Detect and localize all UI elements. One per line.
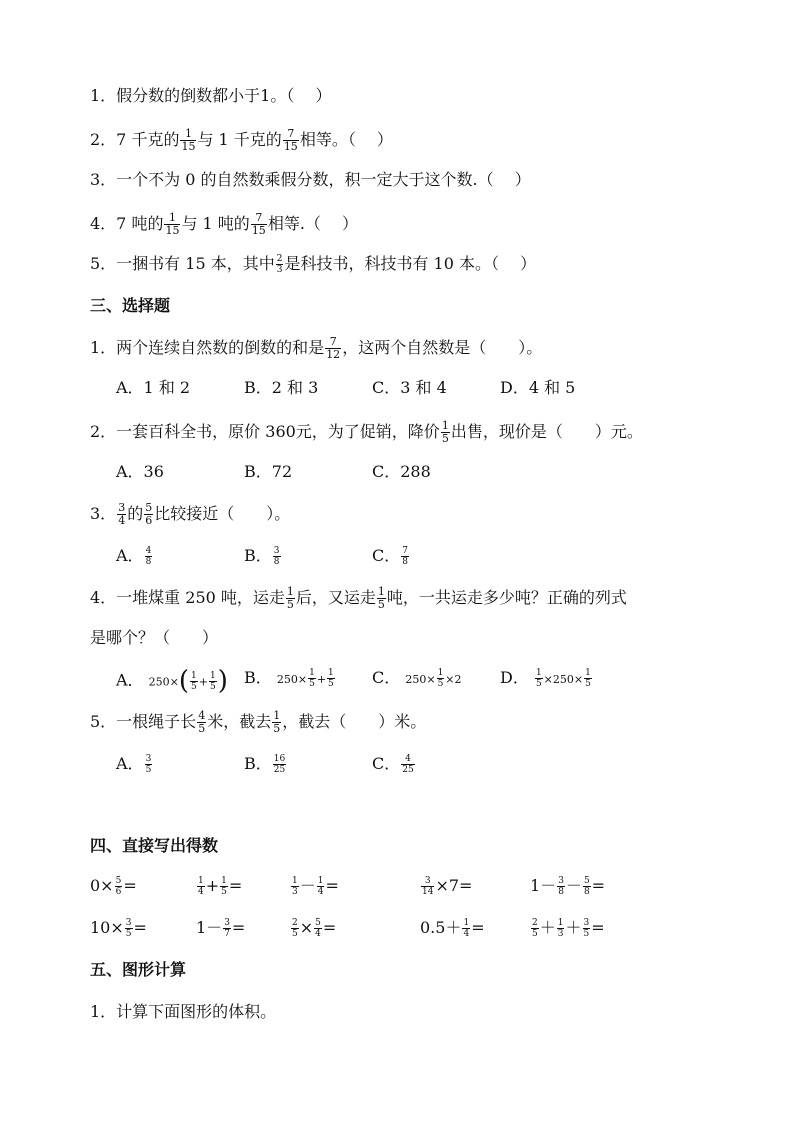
section-title-5: 五、图形计算 xyxy=(90,960,187,979)
judge-item-5: 5．一捆书有 15 本，其中 $\frac{2}{3}$ 是科技书，科技书有 10 本。（ ） xyxy=(90,254,537,275)
fraction: $\frac{1}{5}$ xyxy=(441,419,449,445)
figure-question-1: 1．计算下面图形的体积。 xyxy=(90,1002,277,1021)
judge-item-1: 1．假分数的倒数都小于1。（ ） xyxy=(90,86,332,105)
fraction: $\frac{3}{8}$ xyxy=(273,546,280,567)
fraction: $\frac{1}{5}$ xyxy=(273,709,281,735)
option-a: A．1 和 2 xyxy=(116,378,191,397)
option-b: B．2 和 3 xyxy=(244,378,319,397)
fraction: $\frac{4}{5}$ xyxy=(198,709,206,735)
fraction: $\frac{5}{6}$ xyxy=(115,876,122,897)
calc-expression: 0× $\frac{5}{6}$ = xyxy=(90,876,137,897)
fraction: $\frac{1}{3}$ xyxy=(292,876,298,897)
choice-q5: 5．一根绳子长 $\frac{4}{5}$ 米，截去 $\frac{1}{5}$ ，截去（ ）米。 xyxy=(90,709,427,735)
choice-q4: 4．一堆煤重 250 吨，运走 $\frac{1}{5}$ 后，又运走 $\frac{1}{5}$ 吨，一共运走多少吨？正确的列式 xyxy=(90,585,627,611)
fraction: $\frac{3}{4}$ xyxy=(118,501,126,527)
option-c: C． 250× $\frac{1}{5}$ ×2 xyxy=(372,668,462,689)
fraction: $\frac{7}{15}$ xyxy=(283,127,298,153)
fraction: $\frac{3}{14}$ xyxy=(422,876,434,897)
fraction: $\frac{7}{15}$ xyxy=(251,211,266,237)
fraction: $\frac{7}{8}$ xyxy=(402,546,408,567)
calc-expression: $\frac{1}{3}$ － $\frac{1}{4}$ = xyxy=(292,876,339,897)
option-b: B． 250× $\frac{1}{5}$ + $\frac{1}{5}$ xyxy=(244,668,334,689)
option-b: B． $\frac{3}{8}$ xyxy=(244,546,280,567)
calc-expression: 10× $\frac{3}{5}$ = xyxy=(90,918,147,939)
choice-q1: 1．两个连续自然数的倒数的和是 $\frac{7}{12}$ ，这两个自然数是（ ）。 xyxy=(90,335,543,361)
fraction: $\frac{1}{5}$ xyxy=(221,876,227,897)
fraction: $\frac{3}{5}$ xyxy=(583,918,590,939)
option-c: C． $\frac{7}{8}$ xyxy=(372,546,408,567)
fraction: $\frac{1}{3}$ xyxy=(557,918,564,939)
fraction: $\frac{1}{15}$ xyxy=(181,127,196,153)
option-c: C．288 xyxy=(372,462,431,481)
option-a: A．36 xyxy=(116,462,164,481)
fraction: $\frac{3}{5}$ xyxy=(125,918,132,939)
fraction: $\frac{7}{12}$ xyxy=(326,335,341,361)
fraction: $\frac{3}{7}$ xyxy=(224,918,230,939)
section-title-3: 三、选择题 xyxy=(90,296,171,315)
fraction: $\frac{1}{5}$ xyxy=(286,585,294,611)
option-d: D． $\frac{1}{5}$ ×250× $\frac{1}{5}$ xyxy=(500,668,591,689)
option-b: B． $\frac{16}{25}$ xyxy=(244,754,286,775)
choice-q4-line2: 是哪个？（ ） xyxy=(90,628,219,647)
judge-item-2: 2．7 千克的 $\frac{1}{15}$ 与 1 千克的 $\frac{7}{15}$ 相等。（ ） xyxy=(90,127,393,153)
fraction: $\frac{5}{4}$ xyxy=(315,918,321,939)
section-title-4: 四、直接写出得数 xyxy=(90,836,219,855)
fraction: $\frac{2}{3}$ xyxy=(276,254,283,275)
calc-expression: 0.5＋ $\frac{1}{4}$ = xyxy=(420,918,485,939)
calc-expression: 1－ $\frac{3}{7}$ = xyxy=(196,918,246,939)
option-a: A． 250×( $\frac{1}{5}$ + $\frac{1}{5}$ ) xyxy=(116,666,228,696)
calc-expression: $\frac{2}{5}$ × $\frac{5}{4}$ = xyxy=(292,918,337,939)
fraction: $\frac{2}{5}$ xyxy=(532,918,538,939)
option-c: C． $\frac{4}{25}$ xyxy=(372,754,414,775)
fraction: $\frac{4}{8}$ xyxy=(145,546,152,567)
fraction: $\frac{1}{15}$ xyxy=(165,211,180,237)
choice-q3: 3． $\frac{3}{4}$ 的 $\frac{5}{6}$ 比较接近（ ）。 xyxy=(90,501,291,527)
fraction: $\frac{5}{6}$ xyxy=(145,501,153,527)
judge-item-4: 4．7 吨的 $\frac{1}{15}$ 与 1 吨的 $\frac{7}{15}$ 相等.（ ） xyxy=(90,211,358,237)
calc-expression: $\frac{2}{5}$ ＋ $\frac{1}{3}$ ＋ $\frac{3}{5}$ = xyxy=(532,918,605,939)
option-c: C．3 和 4 xyxy=(372,378,447,397)
fraction: $\frac{1}{4}$ xyxy=(317,876,324,897)
calc-expression: $\frac{1}{4}$ + $\frac{1}{5}$ = xyxy=(198,876,243,897)
judge-item-3: 3．一个不为 0 的自然数乘假分数，积一定大于这个数.（ ） xyxy=(90,170,531,189)
fraction: $\frac{1}{5}$ xyxy=(377,585,385,611)
option-a: A． $\frac{4}{8}$ xyxy=(116,546,152,567)
fraction: $\frac{2}{5}$ xyxy=(292,918,298,939)
fraction: $\frac{1}{4}$ xyxy=(198,876,204,897)
fraction: $\frac{3}{8}$ xyxy=(558,876,564,897)
fraction: $\frac{5}{8}$ xyxy=(583,876,590,897)
calc-expression: $\frac{3}{14}$ ×7= xyxy=(422,876,473,897)
calc-expression: 1－ $\frac{3}{8}$ － $\frac{5}{8}$ = xyxy=(530,876,606,897)
fraction: $\frac{1}{4}$ xyxy=(463,918,470,939)
option-a: A． $\frac{3}{5}$ xyxy=(116,754,152,775)
option-b: B．72 xyxy=(244,462,293,481)
option-d: D．4 和 5 xyxy=(500,378,576,397)
choice-q2: 2．一套百科全书，原价 360元，为了促销，降价 $\frac{1}{5}$ 出售，现价是（ ）元。 xyxy=(90,419,643,445)
